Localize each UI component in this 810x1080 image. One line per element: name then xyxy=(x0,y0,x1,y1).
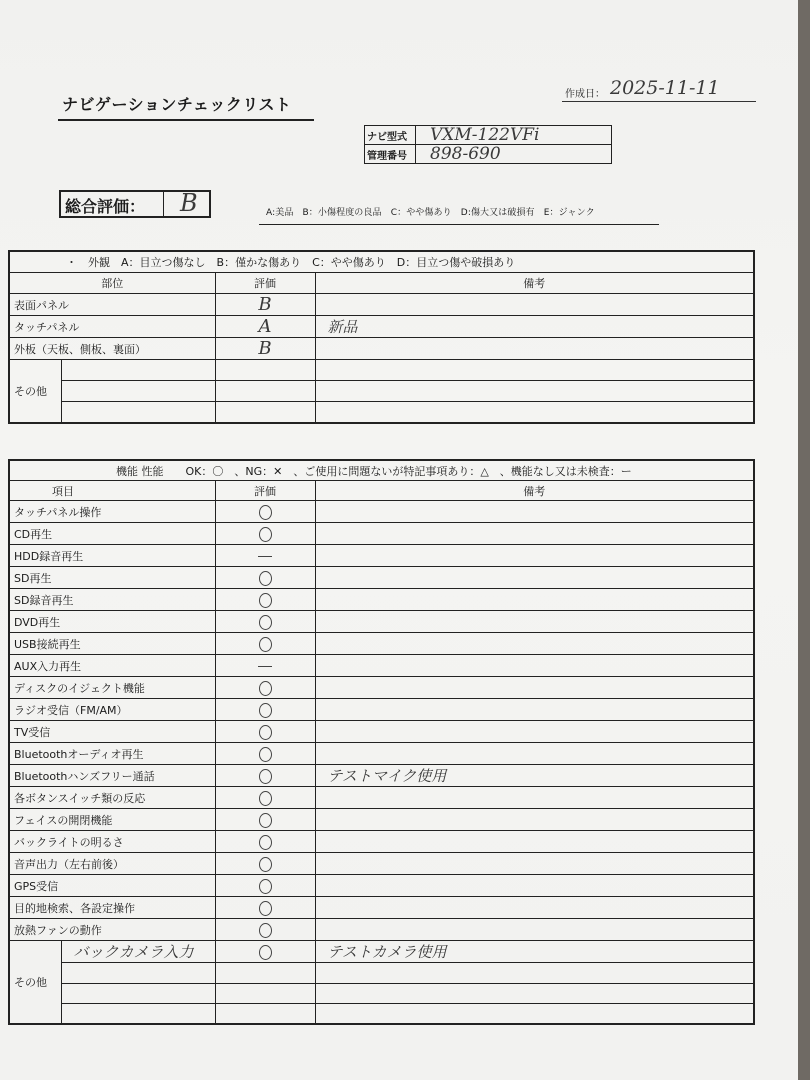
eval-cell xyxy=(215,655,315,677)
item-label: 放熱ファンの動作 xyxy=(9,919,215,941)
function-title: 機能 性能 OK：〇 、NG：✕ 、ご使用に問題ないが特記事項あり：△ 、機能なし又は未検査：ー xyxy=(9,460,754,481)
eval-cell xyxy=(215,831,315,853)
item-label: SD録音再生 xyxy=(9,589,215,611)
item-label: タッチパネル xyxy=(9,316,215,338)
col-item-header: 項目 xyxy=(9,481,215,501)
ok-circle-mark xyxy=(259,835,272,850)
eval-cell xyxy=(215,983,315,1003)
note-cell xyxy=(315,381,754,402)
table-row xyxy=(9,853,754,875)
note-cell xyxy=(315,919,754,941)
date-underline xyxy=(562,101,756,102)
other-row xyxy=(9,360,754,381)
table-row xyxy=(9,655,754,677)
item-label: 表面パネル xyxy=(9,294,215,316)
eval-cell xyxy=(215,523,315,545)
ok-circle-mark xyxy=(259,527,272,542)
eval-cell xyxy=(215,743,315,765)
ok-circle-mark xyxy=(259,615,272,630)
function-header-row xyxy=(9,481,754,501)
table-row xyxy=(9,809,754,831)
eval-cell xyxy=(215,787,315,809)
eval-cell xyxy=(215,677,315,699)
ok-circle-mark xyxy=(259,857,272,872)
other-label: その他 xyxy=(9,360,61,424)
note-cell xyxy=(315,360,754,381)
control-number-label: 管理番号 xyxy=(365,145,416,164)
eval-cell xyxy=(215,941,315,963)
table-row xyxy=(9,338,754,360)
model-type-label: ナビ型式 xyxy=(365,126,416,145)
item-label: 各ボタンスイッチ類の反応 xyxy=(9,787,215,809)
table-row xyxy=(9,294,754,316)
item-label: バックライトの明るさ xyxy=(9,831,215,853)
note-cell xyxy=(315,402,754,424)
table-row xyxy=(9,721,754,743)
other-item-cell xyxy=(61,983,215,1003)
note-cell: テストカメラ使用 xyxy=(315,941,754,963)
item-label: CD再生 xyxy=(9,523,215,545)
eval-cell xyxy=(215,501,315,523)
other-row xyxy=(9,983,754,1003)
note-cell xyxy=(315,589,754,611)
overall-rating-box xyxy=(59,190,211,218)
other-row xyxy=(9,381,754,402)
table-row xyxy=(9,633,754,655)
item-label: 外板（天板、側板、裏面） xyxy=(9,338,215,360)
note-cell xyxy=(315,294,754,316)
note-cell xyxy=(315,1003,754,1024)
ok-circle-mark xyxy=(259,813,272,828)
exterior-title-row xyxy=(9,251,754,273)
note-cell xyxy=(315,721,754,743)
eval-cell xyxy=(215,875,315,897)
note-cell xyxy=(315,787,754,809)
ok-circle-mark xyxy=(259,945,272,960)
model-table xyxy=(364,125,612,164)
eval-cell: B xyxy=(215,338,315,360)
eval-cell: A xyxy=(215,316,315,338)
eval-cell xyxy=(215,699,315,721)
overall-rating-value: B xyxy=(180,189,198,217)
item-label: Bluetoothハンズフリー通話 xyxy=(9,765,215,787)
eval-cell xyxy=(215,589,315,611)
table-row xyxy=(9,765,754,787)
note-cell xyxy=(315,655,754,677)
overall-rating-cell xyxy=(163,189,212,217)
note-cell xyxy=(315,633,754,655)
note-cell xyxy=(315,809,754,831)
table-row xyxy=(9,831,754,853)
ok-circle-mark xyxy=(259,747,272,762)
table-row xyxy=(9,611,754,633)
eval-cell xyxy=(215,567,315,589)
table-row xyxy=(9,875,754,897)
note-cell xyxy=(315,338,754,360)
ok-circle-mark xyxy=(259,923,272,938)
created-date-label: 作成日： xyxy=(565,89,605,100)
function-table xyxy=(8,459,755,1025)
other-item-cell xyxy=(61,963,215,983)
col-eval-header: 評価 xyxy=(215,273,315,294)
eval-cell xyxy=(215,721,315,743)
other-row xyxy=(9,402,754,424)
item-label: 目的地検索、各設定操作 xyxy=(9,897,215,919)
exterior-header-row xyxy=(9,273,754,294)
model-type-value: VXM-122VFi xyxy=(416,126,612,145)
eval-cell xyxy=(215,402,315,424)
ok-circle-mark xyxy=(259,725,272,740)
eval-cell xyxy=(215,1003,315,1024)
function-title-row xyxy=(9,460,754,481)
document-title: ナビゲーションチェックリスト xyxy=(62,95,292,114)
item-label: HDD録音再生 xyxy=(9,545,215,567)
other-row xyxy=(9,941,754,963)
exterior-title: ・ 外観 A：目立つ傷なし B：僅かな傷あり C：やや傷あり D：目立つ傷や破損あり xyxy=(9,251,754,273)
item-label: SD再生 xyxy=(9,567,215,589)
note-cell xyxy=(315,611,754,633)
ok-circle-mark xyxy=(259,703,272,718)
note-cell xyxy=(315,875,754,897)
item-label: ラジオ受信（FM/AM） xyxy=(9,699,215,721)
note-cell xyxy=(315,963,754,983)
grade-legend: A:美品 B：小傷程度の良品 C：やや傷あり D:傷大又は破損有 E：ジャンク xyxy=(266,208,595,218)
eval-cell xyxy=(215,545,315,567)
table-row xyxy=(9,545,754,567)
note-cell xyxy=(315,831,754,853)
col-eval-header: 評価 xyxy=(215,481,315,501)
col-note-header: 備考 xyxy=(315,481,754,501)
col-note-header: 備考 xyxy=(315,273,754,294)
table-row xyxy=(9,589,754,611)
note-cell xyxy=(315,545,754,567)
item-label: TV受信 xyxy=(9,721,215,743)
note-cell: テストマイク使用 xyxy=(315,765,754,787)
note-cell xyxy=(315,567,754,589)
table-row xyxy=(9,897,754,919)
other-label: その他 xyxy=(9,941,61,1024)
eval-cell xyxy=(215,765,315,787)
eval-cell: B xyxy=(215,294,315,316)
other-item-cell xyxy=(61,402,215,424)
ok-circle-mark xyxy=(259,879,272,894)
item-label: USB接続再生 xyxy=(9,633,215,655)
ok-circle-mark xyxy=(259,901,272,916)
other-item-cell xyxy=(61,381,215,402)
note-cell xyxy=(315,897,754,919)
ok-circle-mark xyxy=(259,769,272,784)
eval-cell xyxy=(215,809,315,831)
eval-cell xyxy=(215,919,315,941)
table-row xyxy=(9,523,754,545)
col-item-header: 部位 xyxy=(9,273,215,294)
not-tested-dash-mark xyxy=(258,666,272,667)
other-item-cell: バックカメラ入力 xyxy=(61,941,215,963)
eval-cell xyxy=(215,633,315,655)
note-cell xyxy=(315,523,754,545)
created-date-value: 2025-11-11 xyxy=(610,77,720,99)
title-underline xyxy=(58,119,314,121)
legend-underline xyxy=(259,224,659,225)
ok-circle-mark xyxy=(259,681,272,696)
ok-circle-mark xyxy=(259,593,272,608)
exterior-table xyxy=(8,250,755,424)
eval-cell xyxy=(215,611,315,633)
table-row xyxy=(9,316,754,338)
table-row xyxy=(9,919,754,941)
ok-circle-mark xyxy=(259,505,272,520)
item-label: タッチパネル操作 xyxy=(9,501,215,523)
not-tested-dash-mark xyxy=(258,556,272,557)
eval-cell xyxy=(215,897,315,919)
note-cell xyxy=(315,853,754,875)
item-label: GPS受信 xyxy=(9,875,215,897)
note-cell xyxy=(315,743,754,765)
table-row xyxy=(9,743,754,765)
item-label: AUX入力再生 xyxy=(9,655,215,677)
table-row xyxy=(9,699,754,721)
note-cell xyxy=(315,677,754,699)
other-item-cell xyxy=(61,360,215,381)
overall-rating-label: 総合評価： xyxy=(65,197,146,216)
table-row xyxy=(9,677,754,699)
note-cell xyxy=(315,983,754,1003)
note-cell xyxy=(315,699,754,721)
ok-circle-mark xyxy=(259,571,272,586)
item-label: DVD再生 xyxy=(9,611,215,633)
note-cell xyxy=(315,501,754,523)
ok-circle-mark xyxy=(259,791,272,806)
other-item-cell xyxy=(61,1003,215,1024)
item-label: 音声出力（左右前後） xyxy=(9,853,215,875)
item-label: フェイスの開閉機能 xyxy=(9,809,215,831)
item-label: ディスクのイジェクト機能 xyxy=(9,677,215,699)
other-row xyxy=(9,1003,754,1024)
note-cell: 新品 xyxy=(315,316,754,338)
eval-cell xyxy=(215,853,315,875)
eval-cell xyxy=(215,360,315,381)
eval-cell xyxy=(215,381,315,402)
table-row xyxy=(9,787,754,809)
item-label: Bluetoothオーディオ再生 xyxy=(9,743,215,765)
ok-circle-mark xyxy=(259,637,272,652)
table-row xyxy=(9,501,754,523)
eval-cell xyxy=(215,963,315,983)
other-row xyxy=(9,963,754,983)
table-row xyxy=(9,567,754,589)
control-number-value: 898-690 xyxy=(416,145,612,164)
